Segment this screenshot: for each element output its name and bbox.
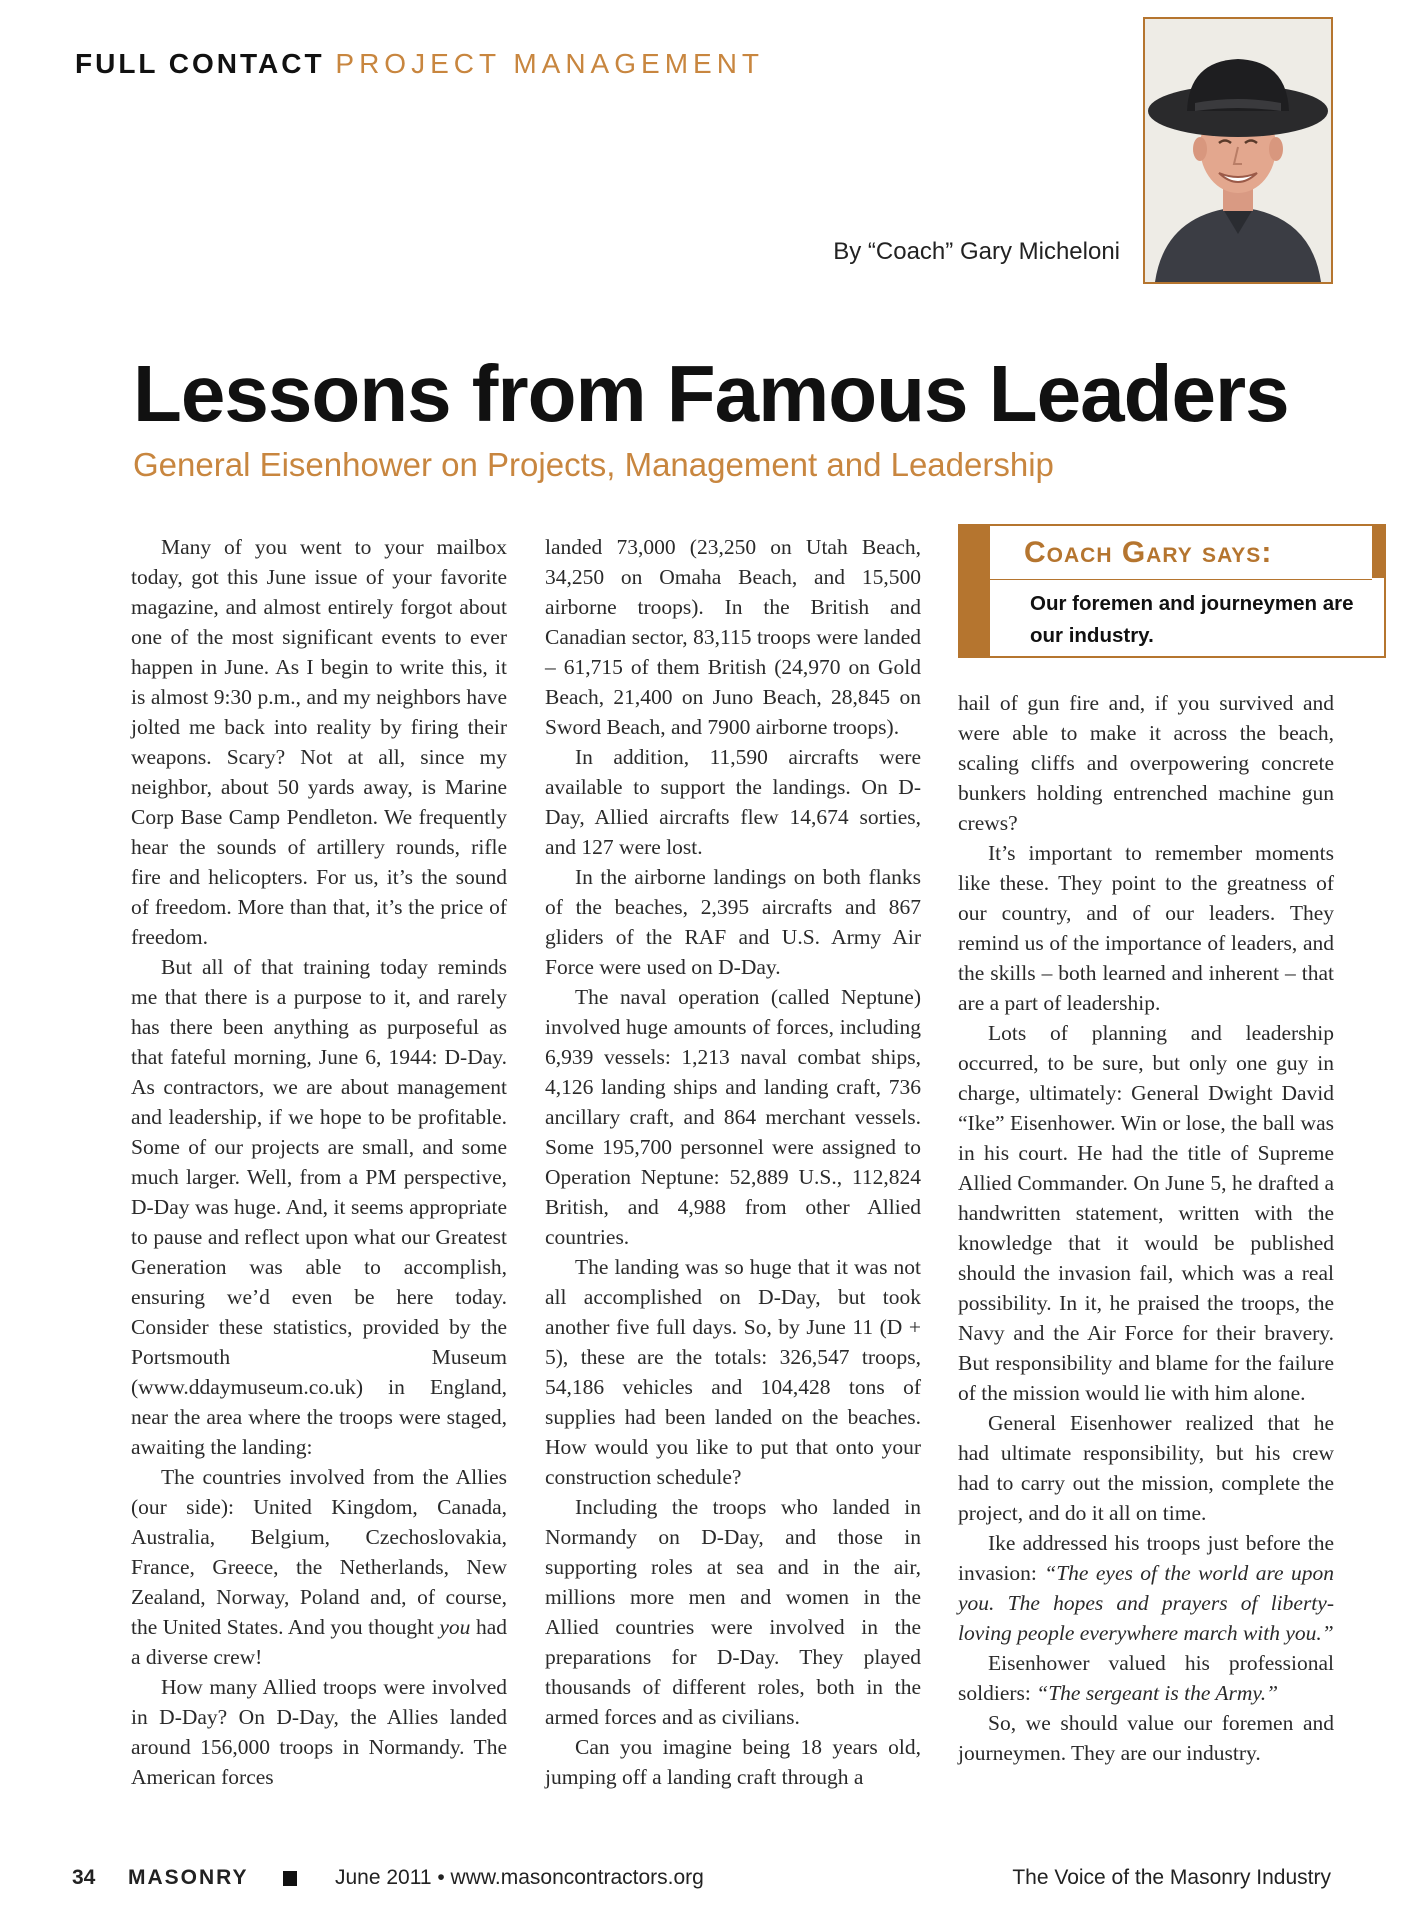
text-run: had a diverse crew! [131,1615,507,1669]
callout-quote: Our foremen and journeymen are our industry. [1030,592,1354,647]
callout-title: Coach Gary says: [1024,536,1273,569]
article-title: Lessons from Famous Leaders [133,349,1289,438]
paragraph: In the airborne landings on both flanks of the beaches, 2,395 aircrafts and 867 gliders of the RAF and U.S. Army Air Force were used on D-Day. [545,865,921,979]
paragraph: The naval operation (called Neptune) involved huge amounts of forces, including 6,939 vessels: 1,213 naval combat ships, 4,126 landing ships and landing craft, 736 ancillary craft, and 864 merchant vessels. Some 195,700 personnel were assigned to Operation Neptune: 52,889 U.S., 112,824 British, and 4,988 from other Allied countries. [545,985,921,1249]
paragraph: General Eisenhower realized that he had ultimate responsibility, but his crew had to carry out the mission, complete the project, and do it all on time. [958,1411,1334,1525]
callout-accent-bar [1372,526,1384,578]
paragraph: In addition, 11,590 aircrafts were available to support the landings. On D-Day, Allied aircrafts flew 14,674 sorties, and 127 were lost. [545,745,921,859]
text-run: Eisenhower valued his professional soldiers: [958,1651,1334,1705]
column-1 [131,532,507,1792]
paragraph: But all of that training today reminds me that there is a purpose to it, and rarely has there been anything as purposeful as that fateful morning, June 6, 1944: D-Day. As contractors, we are about management and leadership, if we hope to be profitable. Some of our projects are small, and some much larger. Well, from a PM perspective, D-Day was huge. And, it seems appropriate to pause and reflect upon what our Greatest Generation was able to accomplish, ensuring we’d even be here today. Consider these statistics, provided by the Portsmouth Museum (www.ddaymuseum.co.uk) in England, near the area where the troops were staged, awaiting the landing: [131,955,507,1459]
magazine-name: MASONRY [128,1866,249,1889]
callout-accent-bar [960,526,990,656]
section-label-accent: PROJECT MANAGEMENT [335,48,765,79]
callout-box [958,524,1386,658]
column-2 [545,532,921,1792]
paragraph [958,1648,1334,1708]
paragraph: landed 73,000 (23,250 on Utah Beach, 34,250 on Omaha Beach, and 15,500 airborne troops). In the British and Canadian sector, 83,115 troops were landed – 61,715 of them British (24,970 on Gold Beach, 21,400 on Juno Beach, 28,845 on Sword Beach, and 7900 airborne troops). [545,535,921,739]
paragraph: Lots of planning and leadership occurred, to be sure, but only one guy in charge, ultimately: General Dwight David “Ike” Eisenhower. Win or lose, the ball was in his court. He had the title of Supreme Allied Commander. On June 5, he drafted a handwritten statement, written with the knowledge that it would be published should the invasion fail, which was a real possibility. In it, he praised the troops, the Navy and the Air Force for their bravery. But responsibility and blame for the failure of the mission would lie with him alone. [958,1021,1334,1405]
article-subtitle: General Eisenhower on Projects, Management and Leadership [133,446,1054,483]
paragraph: The landing was so huge that it was not all accomplished on D-Day, but took another five full days. So, by June 11 (D + 5), these are the totals: 326,547 troops, 54,186 vehicles and 104,428 tons of supplies had been landed on the beaches. How would you like to put that onto your construction schedule? [545,1255,921,1489]
callout-divider [990,579,1372,580]
author-photo [1143,17,1333,284]
text-run: The countries involved from the Allies (our side): United Kingdom, Canada, Australia, Belgium, Czechoslovakia, France, Greece, the Netherlands, New Zealand, Norway, Poland and, of course, the United States. And you thought [131,1465,507,1639]
magazine-tagline: The Voice of the Masonry Industry [1012,1866,1331,1889]
page-number: 34 [72,1866,96,1889]
paragraph: Can you imagine being 18 years old, jumping off a landing craft through a [545,1735,921,1789]
quote: “The eyes of the world are upon you. The hopes and prayers of liberty-loving people everywhere march with you.” [958,1561,1334,1645]
emphasis: you [439,1615,471,1639]
quote: “The sergeant is the Army.” [1036,1681,1279,1705]
author-portrait-icon [1145,19,1331,282]
paragraph: So, we should value our foremen and journeymen. They are our industry. [958,1711,1334,1765]
section-label [75,48,764,80]
byline: By “Coach” Gary Micheloni [833,238,1120,265]
section-label-bold: FULL CONTACT [75,48,325,79]
paragraph: Including the troops who landed in Normandy on D-Day, and those in supporting roles at sea and in the air, millions more men and women in the Allied countries were involved in the preparations for D-Day. They played thousands of different roles, both in the armed forces and as civilians. [545,1495,921,1729]
column-3 [958,688,1334,1768]
page-footer [0,1866,1403,1896]
paragraph [958,1528,1334,1648]
paragraph: hail of gun fire and, if you survived and were able to make it across the beach, scaling cliffs and overpowering concrete bunkers holding entrenched machine gun crews? [958,691,1334,835]
text-run: Ike addressed his troops just before the invasion: [958,1531,1334,1585]
issue-info: June 2011 • www.masoncontractors.org [335,1866,704,1889]
paragraph [131,1462,507,1672]
square-icon [283,1871,297,1886]
paragraph: How many Allied troops were involved in D-Day? On D-Day, the Allies landed around 156,000 troops in Normandy. The American forces [131,1675,507,1789]
paragraph: It’s important to remember moments like these. They point to the greatness of our country, and of our leaders. They remind us of the importance of leaders, and the skills – both learned and inherent – that are a part of leadership. [958,841,1334,1015]
paragraph: Many of you went to your mailbox today, got this June issue of your favorite magazine, and almost entirely forgot about one of the most significant events to ever happen in June. As I begin to write this, it is almost 9:30 p.m., and my neighbors have jolted me back into reality by firing their weapons. Scary? Not at all, since my neighbor, about 50 yards away, is Marine Corp Base Camp Pendleton. We frequently hear the sounds of artillery rounds, rifle fire and helicopters. For us, it’s the sound of freedom. More than that, it’s the price of freedom. [131,535,507,949]
